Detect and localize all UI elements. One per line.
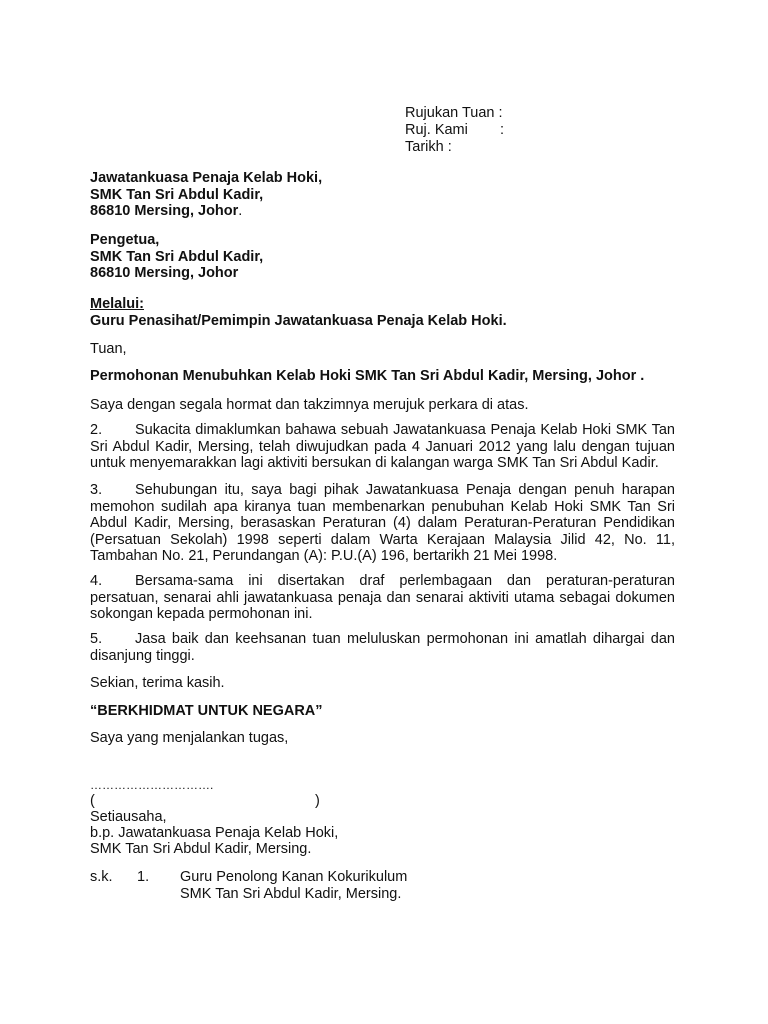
ruj-kami-colon: : <box>500 122 505 138</box>
open-paren: ( <box>90 793 95 809</box>
sender-line-2: SMK Tan Sri Abdul Kadir, <box>90 186 264 203</box>
via-block <box>90 296 507 329</box>
paragraph-number: 3. <box>90 482 103 498</box>
recipient-line-2: SMK Tan Sri Abdul Kadir, <box>90 248 264 265</box>
via-label: Melalui: <box>90 296 144 312</box>
sender-line-3: 86810 Mersing, Johor. <box>90 203 243 219</box>
paragraph-text: Sukacita dimaklumkan bahawa sebuah Jawatankuasa Penaja Kelab Hoki SMK Tan Sri Abdul Kadir, Mersing, telah diwujudkan pada 4 Januari 2012 yang lalu dengan tujuan untuk menyemarakkan lagi aktiviti bersukan di kalangan warga SMK Tan Sri Abdul Kadir. <box>90 422 675 471</box>
sender-address <box>90 170 322 220</box>
cc-number: 1. <box>137 869 150 885</box>
tarikh: Tarikh : <box>405 139 452 155</box>
duty-line: Saya yang menjalankan tugas, <box>90 730 289 746</box>
cc-line-2: SMK Tan Sri Abdul Kadir, Mersing. <box>180 886 402 902</box>
signature-title: Setiausaha, <box>90 809 167 825</box>
recipient-line-1: Pengetua, <box>90 232 160 248</box>
close-paren: ) <box>315 793 320 809</box>
recipient-address <box>90 232 263 282</box>
signature-org: b.p. Jawatankuasa Penaja Kelab Hoki, <box>90 825 339 841</box>
paragraph-5 <box>90 631 675 664</box>
recipient-line-3: 86810 Mersing, Johor <box>90 265 239 281</box>
salutation: Tuan, <box>90 341 127 357</box>
paragraph-text: Bersama-sama ini disertakan draf perlembagaan dan peraturan-peraturan persatuan, senarai ahli jawatankuasa penaja dan senarai aktiviti utama sebagai dokumen sokongan kepada permohonan ini. <box>90 573 675 622</box>
intro-paragraph: Saya dengan segala hormat dan takzimnya merujuk perkara di atas. <box>90 397 529 413</box>
cc-line-1: Guru Penolong Kanan Kokurikulum <box>180 869 408 885</box>
closing: Sekian, terima kasih. <box>90 675 225 691</box>
paragraph-number: 2. <box>90 422 103 438</box>
paragraph-number: 5. <box>90 631 103 647</box>
paragraph-2 <box>90 422 675 472</box>
paragraph-text: Jasa baik dan keehsanan tuan meluluskan permohonan ini amatlah dihargai dan disanjung tinggi. <box>90 631 675 664</box>
sender-line-1: Jawatankuasa Penaja Kelab Hoki, <box>90 170 323 186</box>
paragraph-text: Sehubungan itu, saya bagi pihak Jawatankuasa Penaja dengan penuh harapan memohon sudilah apa kiranya tuan membenarkan penubuhan Kelab Hoki SMK Tan Sri Abdul Kadir, Mersing, berasaskan Peraturan (4) dalam Peraturan-Peraturan Pendidikan (Persatuan Sekolah) 1998 seperti dalam Warta Kerajaan Malaysia Jilid 42, No. 11, Tambahan No. 21, Perundangan (A): P.U.(A) 196, bertarikh 21 Mei 1998. <box>90 482 675 564</box>
cc-label: s.k. <box>90 869 113 885</box>
motto: “BERKHIDMAT UNTUK NEGARA” <box>90 703 323 719</box>
paragraph-number: 4. <box>90 573 103 589</box>
ruj-kami-label: Ruj. Kami <box>405 122 468 138</box>
paragraph-3 <box>90 482 675 565</box>
via-line: Guru Penasihat/Pemimpin Jawatankuasa Penaja Kelab Hoki. <box>90 312 507 329</box>
rujukan-tuan: Rujukan Tuan : <box>405 105 503 121</box>
paragraph-4 <box>90 573 675 623</box>
subject-line: Permohonan Menubuhkan Kelab Hoki SMK Tan Sri Abdul Kadir, Mersing, Johor . <box>90 368 645 384</box>
signature-school: SMK Tan Sri Abdul Kadir, Mersing. <box>90 841 312 857</box>
signature-dots: …………………………. <box>90 778 214 792</box>
